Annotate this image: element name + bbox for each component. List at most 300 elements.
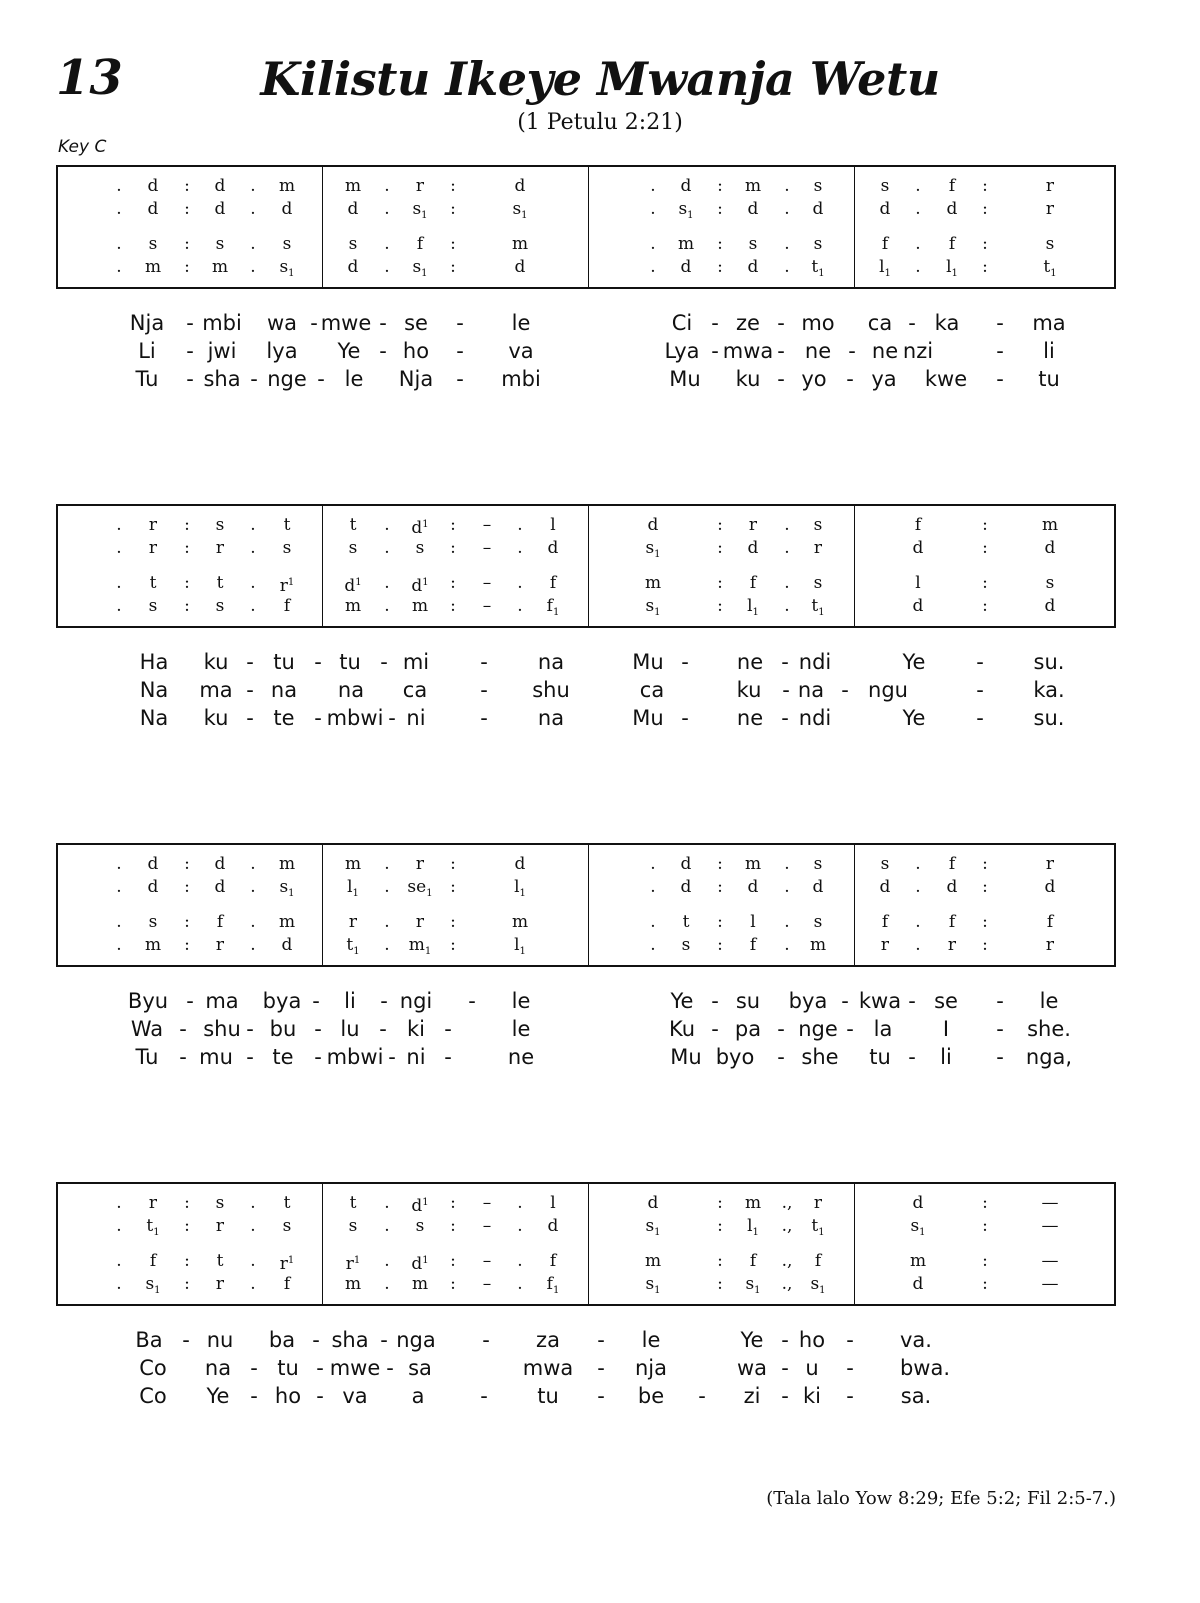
solfa-note: $r^1$ bbox=[279, 576, 295, 596]
solfa-note: – bbox=[482, 1193, 492, 1213]
syllable-hyphen: - bbox=[246, 1017, 254, 1041]
solfa-note: $l_1$ bbox=[879, 257, 891, 279]
lyric-syllable: Li bbox=[138, 339, 156, 363]
syllable-hyphen: - bbox=[781, 650, 789, 674]
solfa-note: . bbox=[116, 877, 122, 897]
lyric-syllable: va. bbox=[900, 1328, 932, 1352]
syllable-hyphen: - bbox=[846, 1328, 854, 1352]
syllable-hyphen: - bbox=[186, 367, 194, 391]
lyric-syllable: tu bbox=[339, 650, 361, 674]
lyric-syllable: ne bbox=[507, 1045, 535, 1069]
solfa-note: m bbox=[344, 854, 362, 874]
solfa-note: — bbox=[1041, 1251, 1059, 1271]
lyric-syllable: ho bbox=[798, 1328, 826, 1352]
solfa-note: : bbox=[717, 257, 723, 277]
solfa-note: . bbox=[116, 1274, 122, 1294]
solfa-note: : bbox=[184, 912, 190, 932]
solfa-note: r bbox=[1045, 176, 1055, 196]
solfa-note: . bbox=[384, 257, 390, 277]
lyric-syllable: Mu bbox=[670, 1045, 702, 1069]
lyric-syllable: ka bbox=[934, 311, 960, 335]
solfa-note: $f_1$ bbox=[546, 596, 560, 618]
lyric-syllable: a bbox=[411, 1384, 425, 1408]
lyric-syllable: Ha bbox=[139, 650, 169, 674]
solfa-note: . bbox=[116, 596, 122, 616]
solfa-note: . bbox=[384, 538, 390, 558]
solfa-note: d bbox=[1044, 877, 1056, 897]
syllable-hyphen: - bbox=[996, 339, 1004, 363]
solfa-note: — bbox=[1041, 1216, 1059, 1236]
solfa-note: m bbox=[511, 234, 529, 254]
lyric-syllable: Ku bbox=[668, 1017, 696, 1041]
solfa-note: : bbox=[450, 912, 456, 932]
solfa-note: s bbox=[415, 1216, 425, 1236]
solfa-note: . bbox=[250, 176, 256, 196]
solfa-note: $l_1$ bbox=[514, 877, 526, 899]
solfa-note: . bbox=[384, 234, 390, 254]
lyric-syllable: li bbox=[940, 1045, 952, 1069]
lyric-syllable: sha bbox=[331, 1328, 369, 1352]
solfa-note: $d^1$ bbox=[411, 1196, 429, 1216]
solfa-note: m bbox=[278, 176, 296, 196]
hymn-title: Kilistu Ikeye Mwanja Wetu bbox=[260, 52, 940, 106]
solfa-note: : bbox=[184, 234, 190, 254]
solfa-note: l bbox=[550, 515, 556, 535]
solfa-note: t bbox=[216, 1251, 224, 1271]
solfa-note: $s_1$ bbox=[645, 538, 661, 560]
solfa-note: $s_1$ bbox=[512, 199, 528, 221]
solfa-note: : bbox=[982, 1193, 988, 1213]
lyric-syllable: ca bbox=[867, 311, 893, 335]
solfa-note: . bbox=[915, 176, 921, 196]
barline bbox=[322, 1184, 323, 1304]
syllable-hyphen: - bbox=[316, 1356, 324, 1380]
solfa-note: d bbox=[214, 877, 226, 897]
solfa-note: . bbox=[384, 1193, 390, 1213]
lyric-syllable: ku bbox=[203, 706, 229, 730]
lyric-syllable: sa bbox=[408, 1356, 432, 1380]
syllable-hyphen: - bbox=[711, 989, 719, 1013]
solfa-note: s bbox=[748, 234, 758, 254]
lyric-syllable: ngi bbox=[399, 989, 433, 1013]
syllable-hyphen: - bbox=[388, 706, 396, 730]
syllable-hyphen: - bbox=[456, 311, 464, 335]
solfa-note: r bbox=[415, 854, 425, 874]
footer-references: (Tala lalo Yow 8:29; Efe 5:2; Fil 2:5-7.) bbox=[766, 1488, 1116, 1509]
syllable-hyphen: - bbox=[316, 1384, 324, 1408]
solfa-note: : bbox=[982, 596, 988, 616]
solfa-note: $f_1$ bbox=[546, 1274, 560, 1296]
syllable-hyphen: - bbox=[314, 1017, 322, 1041]
solfa-note: s bbox=[813, 573, 823, 593]
solfa-note: : bbox=[450, 596, 456, 616]
solfa-note: $s_1$ bbox=[645, 596, 661, 618]
solfa-note: : bbox=[717, 877, 723, 897]
syllable-hyphen: - bbox=[846, 1017, 854, 1041]
solfa-note: $t_1$ bbox=[811, 257, 825, 279]
solfa-note: . bbox=[250, 573, 256, 593]
solfa-note: : bbox=[450, 1274, 456, 1294]
syllable-hyphen: - bbox=[182, 1328, 190, 1352]
solfa-note: : bbox=[717, 234, 723, 254]
solfa-note: : bbox=[982, 877, 988, 897]
solfa-note: s bbox=[282, 234, 292, 254]
solfa-note: d bbox=[912, 1274, 924, 1294]
lyric-syllable: nu bbox=[206, 1328, 234, 1352]
solfa-note: r bbox=[148, 538, 158, 558]
solfa-note: . bbox=[250, 877, 256, 897]
lyric-syllable: Co bbox=[139, 1384, 167, 1408]
solfa-note: r bbox=[215, 1216, 225, 1236]
solfa-note: . bbox=[250, 538, 256, 558]
lyric-syllable: Mu bbox=[632, 650, 664, 674]
solfa-note: – bbox=[482, 1216, 492, 1236]
syllable-hyphen: - bbox=[976, 678, 984, 702]
solfa-note: . bbox=[650, 854, 656, 874]
solfa-note: : bbox=[450, 176, 456, 196]
lyric-syllable: Ye bbox=[740, 1328, 764, 1352]
solfa-note: m bbox=[144, 935, 162, 955]
lyric-syllable: se bbox=[934, 989, 958, 1013]
solfa-note: $l_1$ bbox=[747, 596, 759, 618]
solfa-note: . bbox=[517, 1274, 523, 1294]
solfa-note: $s_1$ bbox=[279, 877, 295, 899]
syllable-hyphen: - bbox=[379, 311, 387, 335]
lyric-syllable: nja bbox=[634, 1356, 668, 1380]
solfa-note: r bbox=[1045, 935, 1055, 955]
solfa-note: d bbox=[747, 877, 759, 897]
lyric-syllable: Ye bbox=[670, 989, 694, 1013]
solfa-note: . bbox=[116, 176, 122, 196]
solfa-note: . bbox=[915, 912, 921, 932]
syllable-hyphen: - bbox=[781, 1384, 789, 1408]
solfa-note: $s_1$ bbox=[412, 257, 428, 279]
lyric-syllable: na bbox=[270, 678, 298, 702]
solfa-note: . bbox=[116, 234, 122, 254]
solfa-note: : bbox=[450, 199, 456, 219]
solfa-note: d bbox=[1044, 538, 1056, 558]
solfa-note: d bbox=[680, 854, 692, 874]
syllable-hyphen: - bbox=[996, 1017, 1004, 1041]
solfa-note: l bbox=[915, 573, 921, 593]
solfa-note: . bbox=[116, 199, 122, 219]
syllable-hyphen: - bbox=[681, 650, 689, 674]
solfa-note: : bbox=[717, 538, 723, 558]
solfa-note: . bbox=[784, 596, 790, 616]
solfa-note: — bbox=[1041, 1193, 1059, 1213]
solfa-note: l bbox=[750, 912, 756, 932]
solfa-note: f bbox=[549, 573, 557, 593]
solfa-note: m bbox=[1041, 515, 1059, 535]
solfa-note: : bbox=[450, 257, 456, 277]
syllable-hyphen: - bbox=[976, 706, 984, 730]
lyric-syllable: Tu bbox=[135, 1045, 159, 1069]
solfa-note: . bbox=[384, 854, 390, 874]
syllable-hyphen: - bbox=[777, 1017, 785, 1041]
solfa-note: s bbox=[148, 912, 158, 932]
lyric-syllable: tu bbox=[537, 1384, 559, 1408]
lyric-syllable: u bbox=[805, 1356, 819, 1380]
solfa-note: $d^1$ bbox=[411, 1254, 429, 1274]
syllable-hyphen: - bbox=[846, 1384, 854, 1408]
solfa-note: s bbox=[880, 176, 890, 196]
solfa-note: . bbox=[517, 1251, 523, 1271]
solfa-note: f bbox=[283, 596, 291, 616]
syllable-hyphen: - bbox=[246, 1045, 254, 1069]
solfa-note: d bbox=[912, 1193, 924, 1213]
solfa-note: d bbox=[647, 1193, 659, 1213]
solfa-note: . bbox=[517, 596, 523, 616]
solfa-note: $s_1$ bbox=[645, 1216, 661, 1238]
solfa-note: : bbox=[717, 912, 723, 932]
scripture-reference: (1 Petulu 2:21) bbox=[517, 110, 683, 135]
solfa-note: : bbox=[450, 1216, 456, 1236]
solfa-note: . bbox=[116, 1193, 122, 1213]
solfa-note: d bbox=[946, 199, 958, 219]
solfa-note: : bbox=[717, 573, 723, 593]
solfa-note: . bbox=[384, 1216, 390, 1236]
solfa-note: . bbox=[250, 515, 256, 535]
solfa-note: r bbox=[813, 538, 823, 558]
syllable-hyphen: - bbox=[908, 311, 916, 335]
lyric-syllable: lya bbox=[266, 339, 298, 363]
syllable-hyphen: - bbox=[250, 1356, 258, 1380]
syllable-hyphen: - bbox=[314, 650, 322, 674]
solfa-note: f bbox=[1046, 912, 1054, 932]
syllable-hyphen: - bbox=[246, 706, 254, 730]
lyric-syllable: mbi bbox=[501, 367, 541, 391]
syllable-hyphen: - bbox=[711, 339, 719, 363]
solfa-note: s bbox=[348, 234, 358, 254]
solfa-note: d bbox=[747, 199, 759, 219]
lyric-syllable: le bbox=[641, 1328, 661, 1352]
solfa-note: $t_1$ bbox=[1043, 257, 1057, 279]
solfa-note: d bbox=[547, 538, 559, 558]
solfa-note: ., bbox=[781, 1216, 793, 1236]
syllable-hyphen: - bbox=[186, 311, 194, 335]
solfa-note: . bbox=[784, 573, 790, 593]
solfa-note: . bbox=[784, 854, 790, 874]
solfa-note: . bbox=[517, 1216, 523, 1236]
solfa-note: $l_1$ bbox=[946, 257, 958, 279]
lyric-syllable: wa bbox=[736, 1356, 768, 1380]
solfa-note: f bbox=[948, 176, 956, 196]
syllable-hyphen: - bbox=[379, 339, 387, 363]
solfa-note: : bbox=[184, 573, 190, 593]
solfa-note: s bbox=[880, 854, 890, 874]
solfa-note: d bbox=[514, 854, 526, 874]
solfa-note: . bbox=[784, 257, 790, 277]
solfa-note: . bbox=[250, 1274, 256, 1294]
solfa-note: . bbox=[250, 935, 256, 955]
solfa-note: s bbox=[215, 596, 225, 616]
solfa-note: d bbox=[812, 877, 824, 897]
solfa-note: . bbox=[650, 912, 656, 932]
solfa-note: d bbox=[879, 877, 891, 897]
solfa-note: f bbox=[881, 234, 889, 254]
solfa-note: . bbox=[250, 854, 256, 874]
solfa-note: s bbox=[1045, 573, 1055, 593]
syllable-hyphen: - bbox=[312, 1328, 320, 1352]
lyric-syllable: le bbox=[511, 989, 531, 1013]
lyric-syllable: te bbox=[272, 1045, 294, 1069]
solfa-note: l bbox=[550, 1193, 556, 1213]
solfa-note: – bbox=[482, 573, 492, 593]
lyric-syllable: mo bbox=[801, 311, 835, 335]
lyric-syllable: Lya bbox=[664, 339, 700, 363]
lyric-syllable: nzi bbox=[902, 339, 934, 363]
syllable-hyphen: - bbox=[908, 989, 916, 1013]
solfa-note: d bbox=[912, 596, 924, 616]
solfa-note: m bbox=[744, 176, 762, 196]
lyric-syllable: su bbox=[735, 989, 761, 1013]
lyric-syllable: wa bbox=[266, 311, 298, 335]
solfa-note: . bbox=[784, 538, 790, 558]
lyric-syllable: ho bbox=[402, 339, 430, 363]
solfa-note: s bbox=[215, 515, 225, 535]
lyric-syllable: le bbox=[511, 1017, 531, 1041]
lyric-syllable: Mu bbox=[669, 367, 701, 391]
solfa-note: r bbox=[813, 1193, 823, 1213]
hymn-number: 13 bbox=[56, 50, 123, 106]
solfa-note: $l_1$ bbox=[514, 935, 526, 957]
solfa-note: m bbox=[411, 596, 429, 616]
lyric-syllable: le bbox=[511, 311, 531, 335]
solfa-note: : bbox=[982, 854, 988, 874]
solfa-note: $s_1$ bbox=[810, 1274, 826, 1296]
syllable-hyphen: - bbox=[186, 339, 194, 363]
solfa-note: m bbox=[144, 257, 162, 277]
lyric-syllable: li bbox=[1043, 339, 1055, 363]
syllable-hyphen: - bbox=[246, 650, 254, 674]
lyric-syllable: mwe bbox=[320, 311, 372, 335]
solfa-note: d bbox=[747, 538, 759, 558]
solfa-note: s bbox=[1045, 234, 1055, 254]
lyric-syllable: ba bbox=[268, 1328, 296, 1352]
solfa-note: m bbox=[278, 912, 296, 932]
solfa-note: t bbox=[682, 912, 690, 932]
solfa-note: . bbox=[384, 199, 390, 219]
solfa-note: d bbox=[214, 854, 226, 874]
solfa-note: d bbox=[1044, 596, 1056, 616]
solfa-note: t bbox=[149, 573, 157, 593]
solfa-note: d bbox=[514, 257, 526, 277]
solfa-note: . bbox=[250, 1216, 256, 1236]
solfa-note: s bbox=[148, 234, 158, 254]
lyric-syllable: li bbox=[344, 989, 356, 1013]
solfa-note: . bbox=[915, 854, 921, 874]
solfa-note: r bbox=[880, 935, 890, 955]
barline bbox=[854, 845, 855, 965]
solfa-note: : bbox=[450, 877, 456, 897]
barline bbox=[854, 1184, 855, 1304]
solfa-note: . bbox=[650, 199, 656, 219]
solfa-note: . bbox=[250, 257, 256, 277]
lyric-syllable: mwa bbox=[722, 339, 774, 363]
solfa-note: . bbox=[784, 234, 790, 254]
solfa-note: . bbox=[384, 515, 390, 535]
lyric-syllable: su. bbox=[1033, 706, 1065, 730]
solfa-note: ., bbox=[781, 1274, 793, 1294]
syllable-hyphen: - bbox=[777, 339, 785, 363]
lyric-syllable: be bbox=[637, 1384, 665, 1408]
lyric-syllable: bu bbox=[269, 1017, 297, 1041]
syllable-hyphen: - bbox=[444, 1045, 452, 1069]
syllable-hyphen: - bbox=[996, 367, 1004, 391]
syllable-hyphen: - bbox=[317, 367, 325, 391]
solfa-note: d bbox=[680, 257, 692, 277]
solfa-note: $l_1$ bbox=[347, 877, 359, 899]
lyric-syllable: Nja bbox=[398, 367, 434, 391]
solfa-note: $d^1$ bbox=[344, 576, 362, 596]
lyric-syllable: sha bbox=[203, 367, 241, 391]
syllable-hyphen: - bbox=[597, 1328, 605, 1352]
lyric-syllable: ndi bbox=[798, 706, 832, 730]
solfa-note: : bbox=[184, 596, 190, 616]
solfa-note: . bbox=[650, 877, 656, 897]
solfa-note: m bbox=[744, 1193, 762, 1213]
syllable-hyphen: - bbox=[841, 989, 849, 1013]
solfa-note: . bbox=[784, 935, 790, 955]
solfa-note: . bbox=[784, 912, 790, 932]
lyric-syllable: ka. bbox=[1033, 678, 1065, 702]
lyric-syllable: Mu bbox=[632, 706, 664, 730]
solfa-note: m bbox=[211, 257, 229, 277]
solfa-note: : bbox=[982, 1251, 988, 1271]
lyric-syllable: kwa bbox=[858, 989, 902, 1013]
solfa-note: : bbox=[450, 854, 456, 874]
solfa-note: – bbox=[482, 596, 492, 616]
solfa-note: f bbox=[749, 1251, 757, 1271]
lyric-syllable: mu bbox=[199, 1045, 233, 1069]
solfa-note: – bbox=[482, 1274, 492, 1294]
solfa-note: . bbox=[784, 877, 790, 897]
lyric-syllable: Ci bbox=[671, 311, 693, 335]
syllable-hyphen: - bbox=[314, 1045, 322, 1069]
solfa-note: s bbox=[813, 515, 823, 535]
lyric-syllable: jwi bbox=[207, 339, 237, 363]
solfa-note: t bbox=[349, 515, 357, 535]
lyric-syllable: nge bbox=[798, 1017, 838, 1041]
lyric-syllable: she bbox=[801, 1045, 839, 1069]
syllable-hyphen: - bbox=[698, 1384, 706, 1408]
lyric-syllable: Na bbox=[139, 678, 169, 702]
syllable-hyphen: - bbox=[456, 367, 464, 391]
solfa-note: t bbox=[349, 1193, 357, 1213]
solfa-note: . bbox=[250, 596, 256, 616]
lyric-syllable: ku bbox=[203, 650, 229, 674]
solfa-note: : bbox=[450, 234, 456, 254]
syllable-hyphen: - bbox=[480, 1384, 488, 1408]
solfa-note: : bbox=[717, 176, 723, 196]
lyric-syllable: ndi bbox=[798, 650, 832, 674]
lyric-syllable: ma bbox=[199, 678, 233, 702]
solfa-note: $t_1$ bbox=[346, 935, 360, 957]
solfa-note: – bbox=[482, 515, 492, 535]
barline bbox=[588, 167, 589, 287]
solfa-note: $s_1$ bbox=[910, 1216, 926, 1238]
lyric-syllable: tu bbox=[277, 1356, 299, 1380]
solfa-note: f bbox=[881, 912, 889, 932]
lyric-syllable: Nja bbox=[129, 311, 165, 335]
syllable-hyphen: - bbox=[379, 1017, 387, 1041]
solfa-note: . bbox=[915, 935, 921, 955]
lyric-syllable: mi bbox=[402, 650, 430, 674]
syllable-hyphen: - bbox=[246, 678, 254, 702]
lyric-syllable: bya bbox=[788, 989, 828, 1013]
solfa-note: m bbox=[411, 1274, 429, 1294]
solfa-note: : bbox=[450, 935, 456, 955]
